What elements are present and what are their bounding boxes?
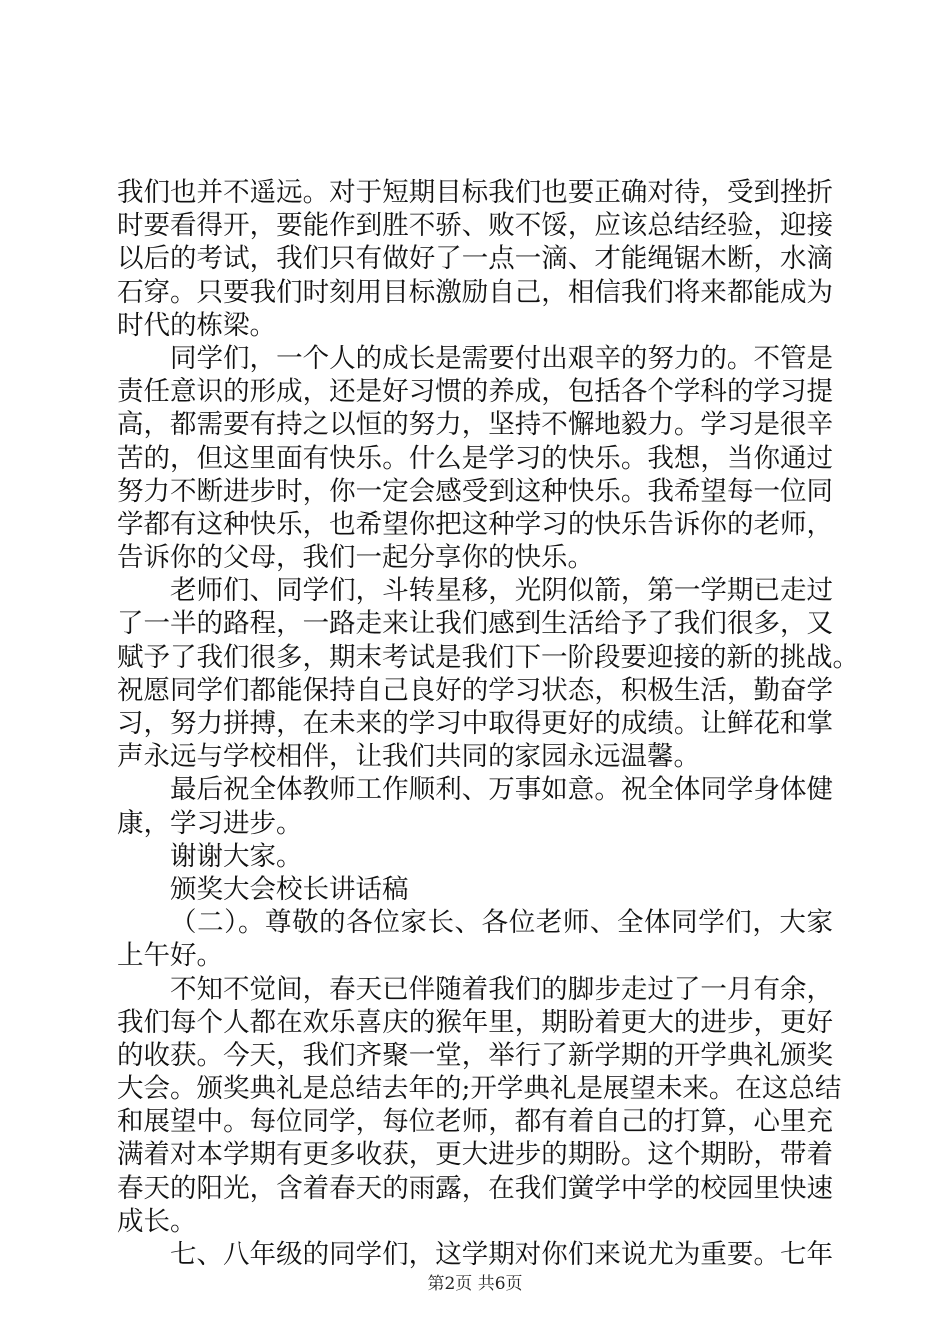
text-line: 了一半的路程，一路走来让我们感到生活给予了我们很多，又 (117, 608, 833, 640)
text-line: 声永远与学校相伴，让我们共同的家园永远温馨。 (117, 741, 700, 773)
text-line: 的收获。今天，我们齐聚一堂，举行了新学期的开学典礼颁奖 (117, 1039, 833, 1071)
text-line: 习，努力拼搏，在未来的学习中取得更好的成绩。让鲜花和掌 (117, 708, 833, 739)
text-line: 成长。 (117, 1205, 197, 1237)
text-line: 责任意识的形成，还是好习惯的养成，包括各个学科的学习提 (117, 376, 833, 408)
page-footer: 第2页 共6页 (427, 1274, 523, 1294)
text-line: 康，学习进步。 (117, 807, 303, 839)
text-line: 大会。颁奖典礼是总结去年的;开学典礼是展望未来。在这总结 (117, 1073, 842, 1105)
text-line: 苦的，但这里面有快乐。什么是学习的快乐。我想，当你通过 (117, 442, 833, 474)
text-line: 我们每个人都在欢乐喜庆的猴年里，期盼着更大的进步，更好 (117, 1006, 833, 1038)
text-line: 同学们，一个人的成长是需要付出艰辛的努力的。不管是 (170, 342, 833, 374)
text-line: 不知不觉间，春天已伴随着我们的脚步走过了一月有余， (170, 973, 833, 1005)
text-line: 春天的阳光，含着春天的雨露，在我们黉学中学的校园里快速 (117, 1172, 833, 1204)
text-line: 颁奖大会校长讲话稿 (170, 873, 409, 905)
text-line: 学都有这种快乐，也希望你把这种学习的快乐告诉你的老师， (117, 508, 833, 540)
text-line: （二）。尊敬的各位家长、各位老师、全体同学们，大家 (170, 907, 833, 939)
text-line: 谢谢大家。 (170, 840, 303, 872)
text-line: 祝愿同学们都能保持自己良好的学习状态，积极生活，勤奋学 (117, 674, 833, 706)
text-line: 和展望中。每位同学，每位老师，都有着自己的打算，心里充 (117, 1106, 833, 1138)
text-line: 高，都需要有持之以恒的努力，坚持不懈地毅力。学习是很辛 (117, 409, 833, 441)
text-line: 七、八年级的同学们，这学期对你们来说尤为重要。七年 (170, 1239, 833, 1270)
text-line: 我们也并不遥远。对于短期目标我们也要正确对待，受到挫折 (117, 177, 833, 208)
text-line: 石穿。只要我们时刻用目标激励自己，相信我们将来都能成为 (117, 276, 833, 308)
text-line: 上午好。 (117, 940, 223, 972)
text-line: 时要看得开，要能作到胜不骄、败不馁，应该总结经验，迎接 (117, 210, 833, 242)
text-line: 最后祝全体教师工作顺利、万事如意。祝全体同学身体健 (170, 774, 833, 806)
text-line: 告诉你的父母，我们一起分享你的快乐。 (117, 542, 594, 574)
text-line: 努力不断进步时，你一定会感受到这种快乐。我希望每一位同 (117, 475, 833, 507)
text-line: 满着对本学期有更多收获，更大进步的期盼。这个期盼，带着 (117, 1139, 833, 1171)
text-line: 时代的栋梁。 (117, 309, 276, 341)
document-body (117, 176, 859, 1271)
text-line: 赋予了我们很多，期末考试是我们下一阶段要迎接的新的挑战。 (117, 641, 859, 673)
text-line: 以后的考试，我们只有做好了一点一滴、才能绳锯木断，水滴 (117, 243, 833, 275)
text-line: 老师们、同学们，斗转星移，光阴似箭，第一学期已走过 (170, 575, 833, 607)
